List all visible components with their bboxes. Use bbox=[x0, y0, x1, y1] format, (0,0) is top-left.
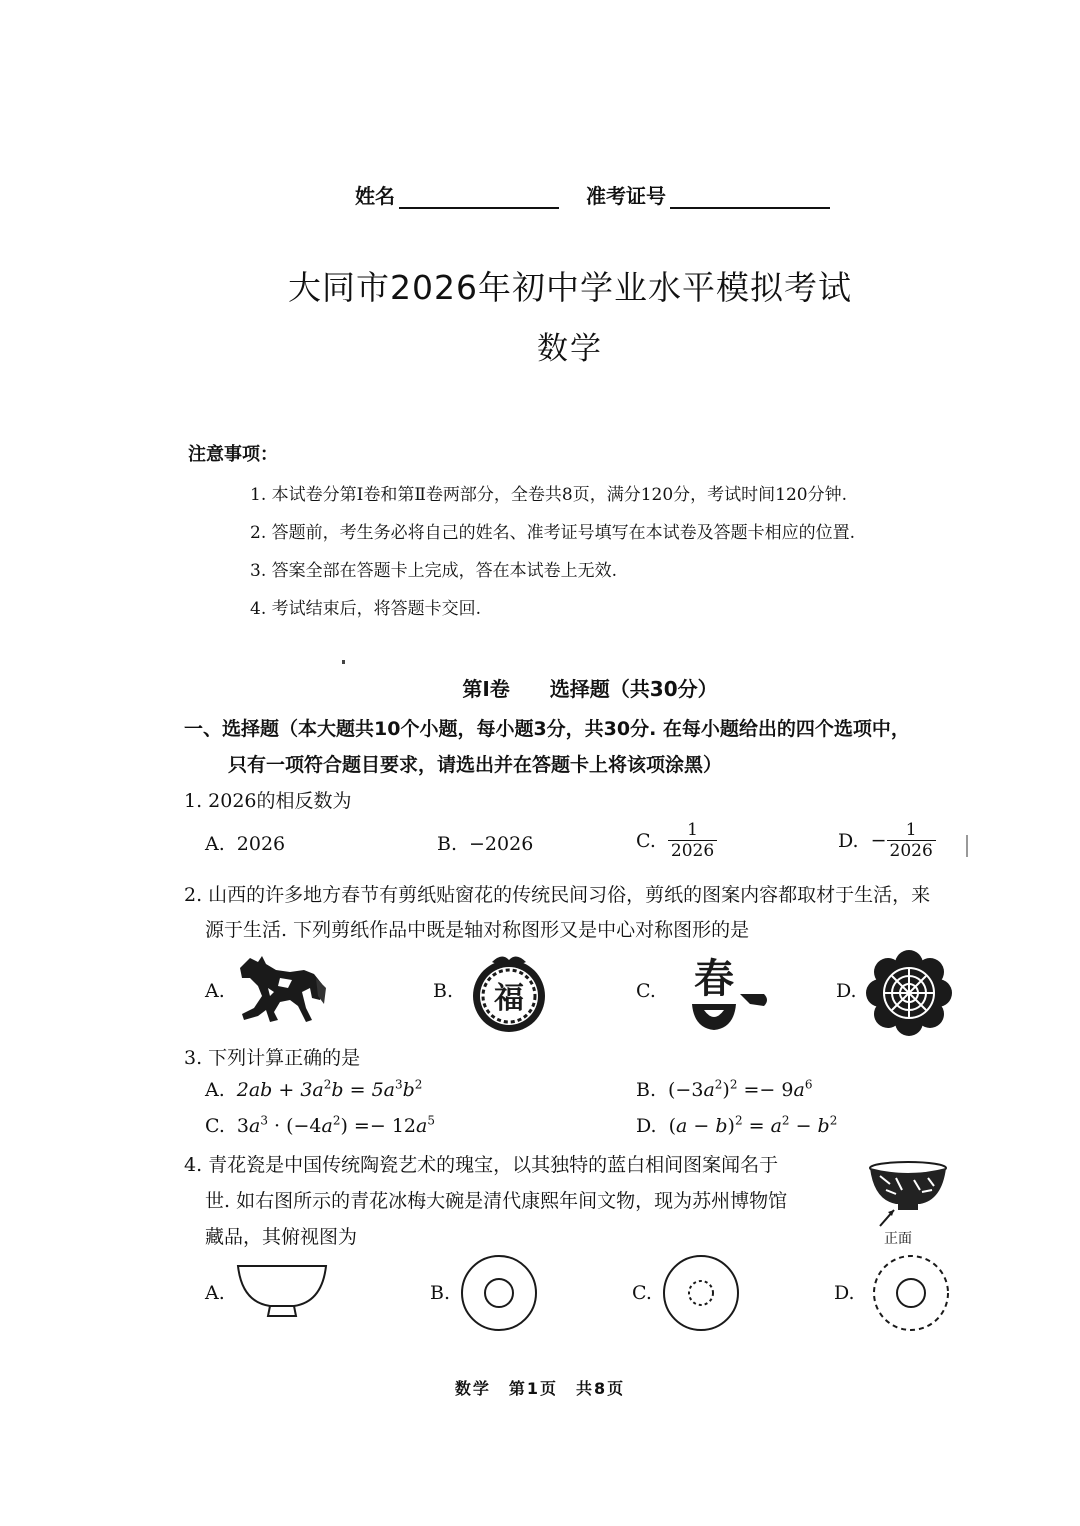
page-footer: 数学 第1页 共8页 bbox=[454, 1379, 626, 1398]
fu-papercut-icon bbox=[462, 950, 556, 1034]
exam-title: 大同市2026年初中学业水平模拟考试 bbox=[288, 268, 852, 307]
q3-option-c: C. $3a^3 \cdot (-4a^2) =- 12a^5$ bbox=[205, 1114, 435, 1138]
svg-text:春: 春 bbox=[694, 956, 734, 1002]
section-title: 第Ⅰ卷 选择题（共30分） bbox=[462, 677, 718, 701]
note-item: 2. 答题前，考生务必将自己的姓名、准考证号填写在本试卷及答题卡相应的位置. bbox=[250, 523, 856, 543]
q3-option-d: D. $(a - b)^2 = a^2 - b^2$ bbox=[636, 1114, 838, 1138]
q4-option-d-label: D. bbox=[834, 1282, 855, 1304]
note-item: 3. 答案全部在答题卡上完成，答在本试卷上无效. bbox=[250, 561, 618, 581]
q4-option-b-label: B. bbox=[430, 1282, 451, 1304]
question-1-stem: 1. 2026的相反数为 bbox=[184, 790, 352, 812]
question-2-line: 2. 山西的许多地方春节有剪纸贴窗花的传统民间习俗，剪纸的图案内容都取材于生活，来 bbox=[184, 884, 931, 906]
q4-option-c-label: C. bbox=[632, 1282, 652, 1304]
q4-option-a-label: A. bbox=[205, 1282, 225, 1304]
question-4-line: 藏品，其俯视图为 bbox=[205, 1226, 358, 1248]
question-3-stem: 3. 下列计算正确的是 bbox=[184, 1047, 361, 1069]
question-4-line: 4. 青花瓷是中国传统陶瓷艺术的瑰宝，以其独特的蓝白相间图案闻名于 bbox=[184, 1154, 779, 1176]
stray-mark bbox=[342, 660, 345, 664]
exam-id-label: 准考证号 bbox=[585, 184, 666, 208]
note-item: 1. 本试卷分第Ⅰ卷和第Ⅱ卷两部分，全卷共8页，满分120分，考试时间120分钟. bbox=[250, 485, 848, 505]
fraction: $\frac{1}{2026}$ bbox=[887, 820, 936, 861]
q1-option-d: D. − $\frac{1}{2026}$ bbox=[838, 820, 936, 861]
front-view-arrow-icon bbox=[876, 1206, 900, 1230]
top-view-b-icon bbox=[458, 1252, 540, 1334]
scan-mark bbox=[966, 835, 968, 857]
top-view-d-icon bbox=[870, 1252, 952, 1334]
q1-option-c: C. $\frac{1}{2026}$ bbox=[636, 820, 717, 861]
q2-option-c-label: C. bbox=[636, 980, 656, 1002]
q1-option-b: B. −2026 bbox=[437, 833, 534, 855]
q2-option-d-label: D. bbox=[836, 980, 857, 1002]
section-instruction: 一、选择题（本大题共10个小题，每小题3分，共30分. 在每小题给出的四个选项中， bbox=[184, 718, 910, 740]
top-view-c-icon bbox=[660, 1252, 742, 1334]
q3-option-a: A. $2ab + 3a^2b = 5a^3b^2$ bbox=[205, 1078, 423, 1102]
q3-option-b: B. $(-3a^2)^2 =- 9a^6$ bbox=[636, 1078, 813, 1102]
front-view-label: 正面 bbox=[884, 1231, 912, 1247]
exam-subject: 数学 bbox=[537, 331, 603, 367]
section-instruction: 只有一项符合题目要求，请选出并在答题卡上将该项涂黑） bbox=[228, 754, 723, 776]
question-2-line: 源于生活. 下列剪纸作品中既是轴对称图形又是中心对称图形的是 bbox=[205, 919, 750, 941]
bowl-front-view-icon bbox=[234, 1262, 330, 1320]
notes-heading: 注意事项： bbox=[188, 444, 278, 465]
question-4-line: 世. 如右图所示的青花冰梅大碗是清代康熙年间文物，现为苏州博物馆 bbox=[205, 1190, 788, 1212]
note-item: 4. 考试结束后，将答题卡交回. bbox=[250, 599, 482, 619]
candidate-fields bbox=[355, 180, 850, 209]
horse-papercut-icon bbox=[232, 948, 328, 1030]
exam-id-blank bbox=[670, 185, 830, 209]
svg-text:福: 福 bbox=[494, 981, 524, 1016]
fraction: $\frac{1}{2026}$ bbox=[668, 820, 717, 861]
chun-papercut-icon bbox=[664, 948, 772, 1034]
q2-option-b-label: B. bbox=[433, 980, 454, 1002]
name-blank bbox=[399, 185, 559, 209]
q1-option-a: A. 2026 bbox=[205, 833, 286, 855]
q2-option-a-label: A. bbox=[205, 980, 225, 1002]
flower-papercut-icon bbox=[866, 950, 952, 1036]
name-label: 姓名 bbox=[355, 184, 395, 208]
